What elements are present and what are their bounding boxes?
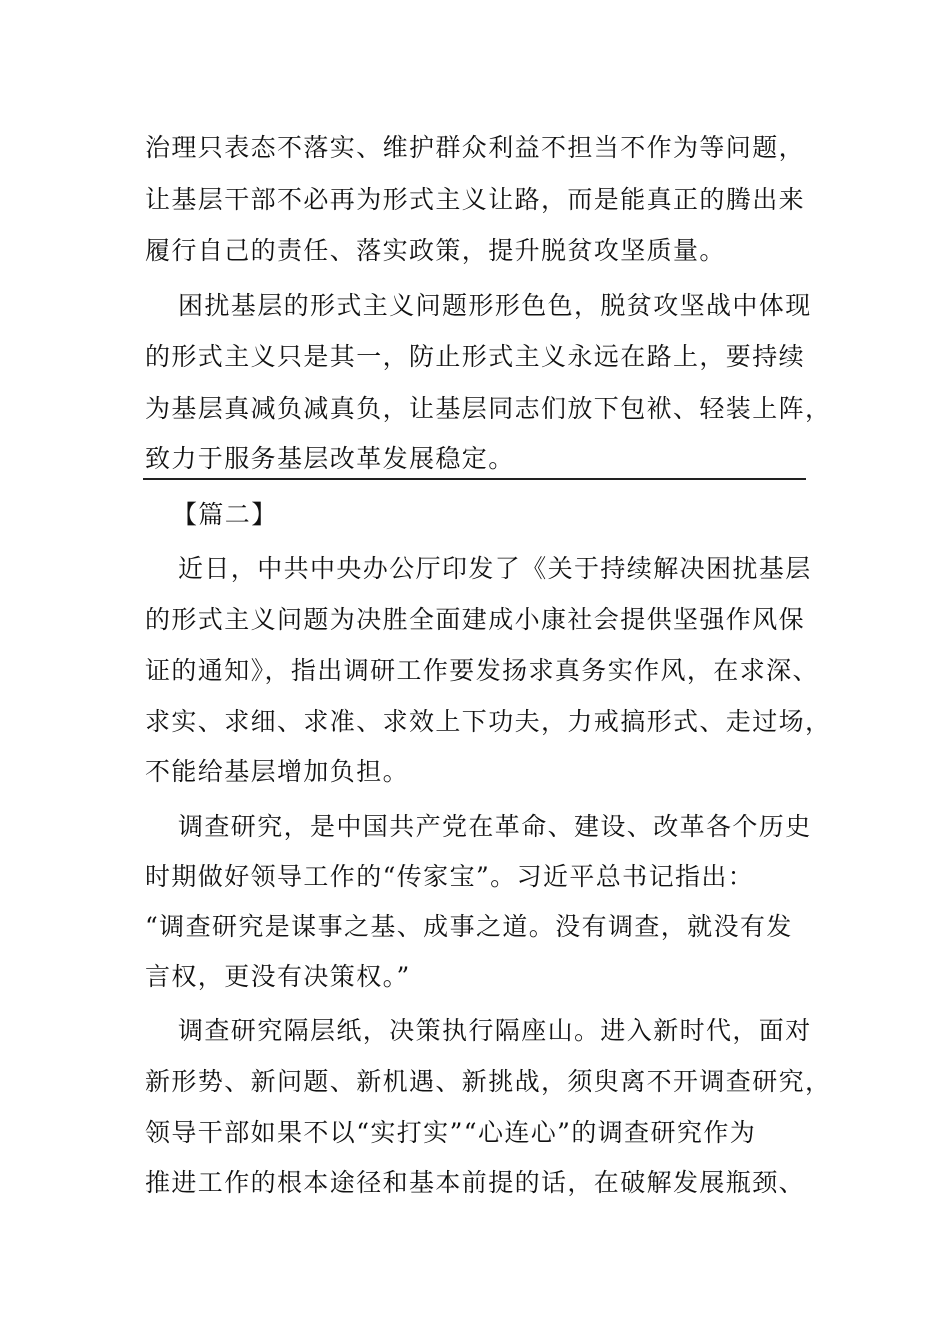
text-line: 的形式主义只是其一，防止形式主义永远在路上，要持续 xyxy=(145,342,806,371)
text-line: 新形势、新问题、新机遇、新挑战，须臾离不开调查研究， xyxy=(145,1067,832,1096)
text-line: 领导干部如果不以“实打实”“心连心”的调查研究作为 xyxy=(145,1118,757,1147)
paragraph-first-line: 近日，中共中央办公厅印发了《关于持续解决困扰基层 xyxy=(178,554,812,583)
text-line: 致力于服务基层改革发展稳定。 xyxy=(145,444,515,473)
text-line: 求实、求细、求准、求效上下功夫，力戒搞形式、走过场， xyxy=(145,707,832,736)
text-line: 治理只表态不落实、维护群众利益不担当不作为等问题， xyxy=(145,133,806,162)
text-line: 履行自己的责任、落实政策，提升脱贫攻坚质量。 xyxy=(145,236,726,265)
text-line: 证的通知》，指出调研工作要发扬求真务实作风，在求深、 xyxy=(145,656,819,685)
text-line: 言权，更没有决策权。” xyxy=(145,962,411,991)
paragraph-first-line: 困扰基层的形式主义问题形形色色，脱贫攻坚战中体现 xyxy=(178,291,812,320)
text-line: 的形式主义问题为决胜全面建成小康社会提供坚强作风保 xyxy=(145,605,806,634)
section-heading: 【篇二】 xyxy=(172,500,278,529)
paragraph-first-line: 调查研究隔层纸，决策执行隔座山。进入新时代，面对 xyxy=(178,1016,812,1045)
text-line: “调查研究是谋事之基、成事之道。没有调查，就没有发 xyxy=(145,912,793,941)
text-line: 让基层干部不必再为形式主义让路，而是能真正的腾出来 xyxy=(145,185,806,214)
horizontal-rule xyxy=(143,478,806,480)
text-line: 时期做好领导工作的“传家宝”。习近平总书记指出： xyxy=(145,862,755,891)
text-line: 不能给基层增加负担。 xyxy=(145,757,410,786)
paragraph-first-line: 调查研究，是中国共产党在革命、建设、改革各个历史 xyxy=(178,812,812,841)
text-line: 为基层真减负减真负，让基层同志们放下包袱、轻装上阵， xyxy=(145,394,832,423)
text-line: 推进工作的根本途径和基本前提的话，在破解发展瓶颈、 xyxy=(145,1168,806,1197)
